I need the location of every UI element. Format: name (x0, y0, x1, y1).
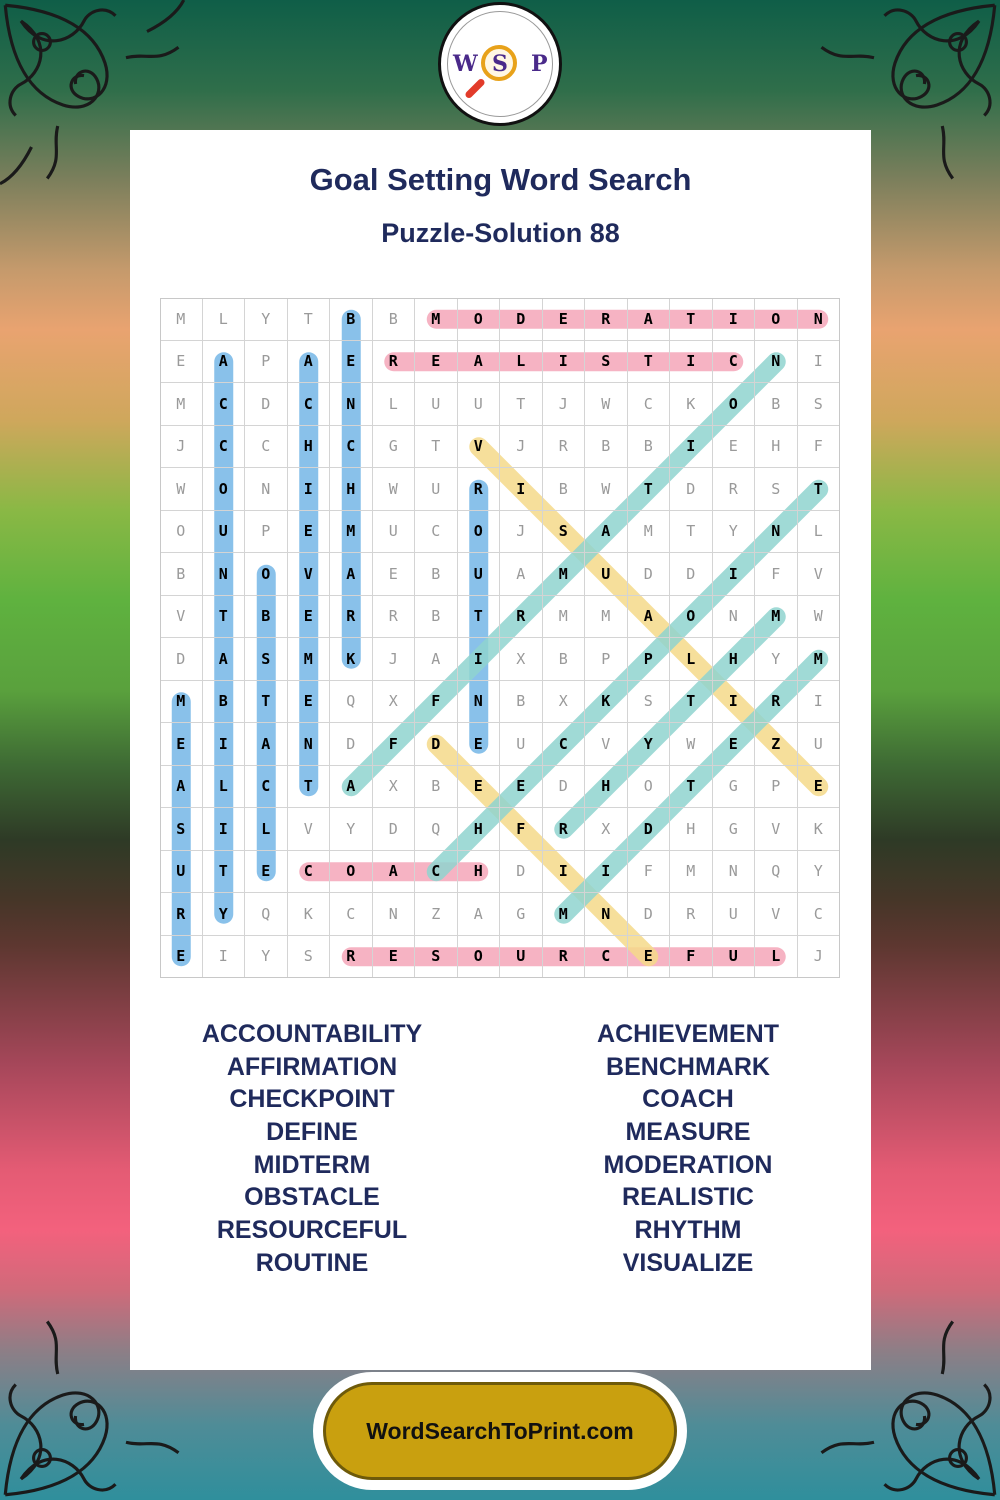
grid-cell[interactable]: R (500, 596, 543, 639)
grid-cell[interactable]: B (755, 383, 798, 426)
grid-cell[interactable]: L (798, 511, 841, 554)
grid-cell[interactable]: C (415, 511, 458, 554)
grid-cell[interactable]: D (628, 808, 671, 851)
grid-cell[interactable]: L (373, 383, 416, 426)
grid-cell[interactable]: W (160, 468, 203, 511)
grid-cell[interactable]: M (543, 893, 586, 936)
grid-cell[interactable]: Y (330, 808, 373, 851)
grid-cell[interactable]: A (330, 553, 373, 596)
grid-cell[interactable]: N (203, 553, 246, 596)
grid-cell[interactable]: X (373, 681, 416, 724)
grid-cell[interactable]: T (798, 468, 841, 511)
grid-cell[interactable]: I (585, 851, 628, 894)
grid-cell[interactable]: W (670, 723, 713, 766)
grid-cell[interactable]: E (415, 341, 458, 384)
word-list-item: ACCOUNTABILITY (201, 1020, 423, 1048)
grid-cell[interactable]: D (500, 851, 543, 894)
grid-cell[interactable]: Y (245, 298, 288, 341)
grid-cell[interactable]: C (713, 341, 756, 384)
grid-cell[interactable]: Y (628, 723, 671, 766)
grid-cell[interactable]: E (288, 681, 331, 724)
grid-cell[interactable]: M (288, 638, 331, 681)
grid-cell[interactable]: N (288, 723, 331, 766)
grid-cell[interactable]: W (585, 383, 628, 426)
grid-cell[interactable]: M (543, 596, 586, 639)
grid-cell[interactable]: H (458, 851, 501, 894)
grid-cell[interactable]: H (330, 468, 373, 511)
grid-cell[interactable]: E (288, 596, 331, 639)
grid-cell[interactable]: S (543, 511, 586, 554)
grid-cell[interactable]: E (373, 553, 416, 596)
grid-cell[interactable]: Y (798, 851, 841, 894)
grid-cell[interactable]: A (585, 511, 628, 554)
word-list-item: REALISTIC (622, 1183, 754, 1212)
grid-cell[interactable]: E (713, 723, 756, 766)
grid-cell[interactable]: I (670, 426, 713, 469)
page-subtitle: Puzzle-Solution 88 (381, 218, 620, 248)
grid-cell[interactable]: O (458, 511, 501, 554)
grid-cell[interactable]: E (160, 723, 203, 766)
grid-cell[interactable]: T (288, 298, 331, 341)
grid-cell[interactable]: U (500, 723, 543, 766)
word-list-left (152, 1018, 472, 1280)
grid-cell[interactable]: G (713, 766, 756, 809)
grid-cell[interactable]: B (373, 298, 416, 341)
grid-cell[interactable]: T (670, 681, 713, 724)
grid-cell[interactable]: D (670, 553, 713, 596)
grid-cell[interactable]: C (330, 426, 373, 469)
grid-cell[interactable]: V (160, 596, 203, 639)
grid-cell[interactable]: C (203, 426, 246, 469)
grid-cell[interactable]: S (628, 681, 671, 724)
grid-cell[interactable]: T (628, 341, 671, 384)
grid-cell[interactable]: C (288, 383, 331, 426)
grid-cell[interactable]: J (798, 936, 841, 979)
grid-cell[interactable]: A (500, 553, 543, 596)
grid-cell[interactable]: L (203, 298, 246, 341)
grid-cell[interactable]: T (203, 851, 246, 894)
grid-cell[interactable]: S (755, 468, 798, 511)
word-list-right (528, 1018, 848, 1280)
grid-cell[interactable]: R (373, 596, 416, 639)
grid-cell[interactable]: U (203, 511, 246, 554)
grid-cell[interactable]: Q (415, 808, 458, 851)
grid-cell[interactable]: A (628, 596, 671, 639)
grid-cell[interactable]: B (203, 681, 246, 724)
grid-cell[interactable]: X (500, 638, 543, 681)
grid-cell[interactable]: O (458, 298, 501, 341)
grid-cell[interactable]: M (585, 596, 628, 639)
grid-cell[interactable]: B (543, 468, 586, 511)
word-list-item: ACHIEVEMENT (597, 1020, 779, 1048)
grid-cell[interactable]: S (585, 341, 628, 384)
grid-cell[interactable]: I (500, 468, 543, 511)
grid-cell[interactable]: J (543, 383, 586, 426)
grid-cell[interactable]: N (798, 298, 841, 341)
grid-cell[interactable]: P (628, 638, 671, 681)
grid-cell[interactable]: I (713, 553, 756, 596)
grid-cell[interactable]: E (288, 511, 331, 554)
grid-cell[interactable]: A (628, 298, 671, 341)
grid-cell[interactable]: K (288, 893, 331, 936)
grid-cell[interactable]: V (755, 808, 798, 851)
grid-cell[interactable]: A (330, 766, 373, 809)
grid-cell[interactable]: T (288, 766, 331, 809)
grid-cell[interactable]: C (543, 723, 586, 766)
grid-cell[interactable]: G (713, 808, 756, 851)
grid-cell[interactable]: M (798, 638, 841, 681)
grid-cell[interactable]: Y (713, 511, 756, 554)
grid-cell[interactable]: B (500, 681, 543, 724)
grid-cell[interactable]: M (160, 298, 203, 341)
grid-cell[interactable]: X (543, 681, 586, 724)
grid-cell[interactable]: L (203, 766, 246, 809)
grid-cell[interactable]: Y (245, 936, 288, 979)
site-button[interactable] (313, 1372, 687, 1490)
grid-cell[interactable]: R (543, 936, 586, 979)
grid-cell[interactable]: B (160, 553, 203, 596)
grid-cell[interactable]: O (713, 383, 756, 426)
grid-cell[interactable]: Q (755, 851, 798, 894)
grid-cell[interactable]: W (373, 468, 416, 511)
grid-cell[interactable]: N (458, 681, 501, 724)
grid-cell[interactable]: I (288, 468, 331, 511)
grid-cell[interactable]: D (415, 723, 458, 766)
grid-cell[interactable]: U (585, 553, 628, 596)
grid-cell[interactable]: I (798, 341, 841, 384)
grid-cell[interactable]: D (500, 298, 543, 341)
grid-cell[interactable]: B (415, 553, 458, 596)
grid-cell[interactable]: Y (203, 893, 246, 936)
grid-cell[interactable]: S (160, 808, 203, 851)
grid-cell[interactable]: C (245, 426, 288, 469)
grid-cell[interactable]: E (713, 426, 756, 469)
word-list-item: RHYTHM (634, 1216, 742, 1245)
grid-cell[interactable]: U (160, 851, 203, 894)
grid-cell[interactable]: P (245, 341, 288, 384)
grid-cell[interactable]: R (543, 426, 586, 469)
grid-cell[interactable]: D (245, 383, 288, 426)
grid-cell[interactable]: A (203, 341, 246, 384)
word-list-item: RESOURCEFUL (216, 1216, 408, 1245)
grid-cell[interactable]: E (373, 936, 416, 979)
grid-cell[interactable]: V (755, 893, 798, 936)
grid-cell[interactable]: L (500, 341, 543, 384)
grid-cell[interactable]: I (798, 681, 841, 724)
grid-cell[interactable]: S (288, 936, 331, 979)
grid-cell[interactable]: V (585, 723, 628, 766)
grid-cell[interactable]: M (543, 553, 586, 596)
grid-cell[interactable]: N (713, 851, 756, 894)
grid-cell[interactable]: I (203, 808, 246, 851)
logo-letter-w: W (453, 51, 478, 77)
grid-cell[interactable]: T (628, 468, 671, 511)
grid-cell[interactable]: U (415, 468, 458, 511)
grid-cell[interactable]: A (458, 893, 501, 936)
grid-cell[interactable]: M (160, 681, 203, 724)
grid-cell[interactable]: R (755, 681, 798, 724)
grid-cell[interactable]: T (670, 298, 713, 341)
grid-cell[interactable]: N (755, 511, 798, 554)
grid-cell[interactable]: H (755, 426, 798, 469)
grid-cell[interactable]: V (458, 426, 501, 469)
grid-cell[interactable]: O (628, 766, 671, 809)
grid-cell[interactable]: S (798, 383, 841, 426)
grid-cell[interactable]: E (543, 298, 586, 341)
grid-cell[interactable]: U (713, 893, 756, 936)
grid-cell[interactable]: A (415, 638, 458, 681)
grid-cell[interactable]: T (415, 426, 458, 469)
grid-cell[interactable]: M (415, 298, 458, 341)
grid-cell[interactable]: R (458, 468, 501, 511)
grid-cell[interactable]: M (670, 851, 713, 894)
grid-cell[interactable]: D (543, 766, 586, 809)
grid-cell[interactable]: F (670, 936, 713, 979)
grid-cell[interactable]: A (288, 341, 331, 384)
grid-cell[interactable]: I (203, 936, 246, 979)
grid-cell[interactable]: E (330, 341, 373, 384)
grid-cell[interactable]: L (670, 638, 713, 681)
grid-cell[interactable]: K (330, 638, 373, 681)
grid-cell[interactable]: T (670, 766, 713, 809)
grid-cell[interactable]: E (628, 936, 671, 979)
grid-cell[interactable]: Q (330, 681, 373, 724)
logo-letter-p: P (531, 51, 548, 77)
grid-cell[interactable]: L (755, 936, 798, 979)
grid-cell[interactable]: B (543, 638, 586, 681)
grid-cell[interactable]: M (160, 383, 203, 426)
grid-cell[interactable]: H (713, 638, 756, 681)
grid-cell[interactable]: A (160, 766, 203, 809)
grid-cell[interactable]: T (670, 511, 713, 554)
grid-cell[interactable]: I (543, 851, 586, 894)
grid-cell[interactable]: O (755, 298, 798, 341)
grid-cell[interactable]: H (585, 766, 628, 809)
grid-cell[interactable]: R (330, 936, 373, 979)
grid-cell[interactable]: R (543, 808, 586, 851)
grid-cell[interactable]: Y (755, 638, 798, 681)
grid-cell[interactable]: D (628, 553, 671, 596)
grid-cell[interactable]: E (798, 766, 841, 809)
grid-cell[interactable]: P (585, 638, 628, 681)
grid-cell[interactable]: U (458, 553, 501, 596)
grid-cell[interactable]: J (500, 511, 543, 554)
grid-cell[interactable]: F (628, 851, 671, 894)
grid-cell[interactable]: E (245, 851, 288, 894)
grid-cell[interactable]: R (330, 596, 373, 639)
grid-cell[interactable]: R (373, 341, 416, 384)
grid-cell[interactable]: V (798, 553, 841, 596)
grid-cell[interactable]: E (458, 723, 501, 766)
word-list-item: MEASURE (625, 1118, 751, 1147)
word-list-item: MIDTERM (253, 1150, 371, 1179)
grid-cell[interactable]: O (458, 936, 501, 979)
grid-cell[interactable]: K (585, 681, 628, 724)
word-list-item: OBSTACLE (244, 1183, 380, 1212)
grid-cell[interactable]: I (670, 341, 713, 384)
grid-cell[interactable]: R (585, 298, 628, 341)
grid-cell[interactable]: F (798, 426, 841, 469)
grid-cell[interactable]: U (415, 383, 458, 426)
site-button-label: WordSearchToPrint.com (323, 1382, 677, 1480)
grid-cell[interactable]: B (585, 426, 628, 469)
grid-cell[interactable]: H (670, 808, 713, 851)
grid-cell[interactable]: U (373, 511, 416, 554)
grid-cell[interactable]: Z (755, 723, 798, 766)
grid-cell[interactable]: N (755, 341, 798, 384)
grid-cell[interactable]: X (585, 808, 628, 851)
grid-cell[interactable]: S (415, 936, 458, 979)
grid-cell[interactable]: N (373, 893, 416, 936)
grid-cell[interactable]: O (203, 468, 246, 511)
word-list-item: CHECKPOINT (229, 1085, 395, 1114)
word-search-grid (160, 298, 840, 978)
grid-cell[interactable]: J (500, 426, 543, 469)
grid-cell[interactable]: A (373, 851, 416, 894)
grid-cell[interactable]: I (458, 638, 501, 681)
grid-cell[interactable]: F (500, 808, 543, 851)
grid-cell[interactable]: E (500, 766, 543, 809)
grid-cell[interactable]: D (670, 468, 713, 511)
grid-cell[interactable]: T (500, 383, 543, 426)
grid-cell[interactable]: C (628, 383, 671, 426)
grid-cell[interactable]: U (798, 723, 841, 766)
grid-cell[interactable]: M (755, 596, 798, 639)
grid-cell[interactable]: B (330, 298, 373, 341)
word-list-item: DEFINE (266, 1118, 358, 1147)
grid-cell[interactable]: B (245, 596, 288, 639)
grid-cell[interactable]: R (160, 893, 203, 936)
letter-grid (160, 298, 840, 978)
grid-cell[interactable]: F (373, 723, 416, 766)
word-list-item: COACH (642, 1085, 734, 1114)
word-list-item: MODERATION (603, 1150, 773, 1179)
grid-cell[interactable]: C (585, 936, 628, 979)
grid-cell[interactable]: I (713, 681, 756, 724)
grid-cell[interactable]: F (415, 681, 458, 724)
grid-cell[interactable]: U (458, 383, 501, 426)
word-list-item: VISUALIZE (622, 1248, 754, 1277)
grid-cell[interactable]: H (288, 426, 331, 469)
grid-cell[interactable]: U (713, 936, 756, 979)
grid-cell[interactable]: V (288, 808, 331, 851)
grid-cell[interactable]: S (245, 638, 288, 681)
grid-cell[interactable]: T (245, 681, 288, 724)
grid-cell[interactable]: G (373, 426, 416, 469)
grid-cell[interactable]: O (160, 511, 203, 554)
grid-cell[interactable]: D (373, 808, 416, 851)
grid-cell[interactable]: C (288, 851, 331, 894)
grid-cell[interactable]: F (755, 553, 798, 596)
grid-cell[interactable]: B (415, 766, 458, 809)
grid-cell[interactable]: X (373, 766, 416, 809)
grid-cell[interactable]: K (798, 808, 841, 851)
grid-cell[interactable]: C (798, 893, 841, 936)
grid-cell[interactable]: N (585, 893, 628, 936)
grid-cell[interactable]: C (330, 893, 373, 936)
word-list-item: BENCHMARK (606, 1052, 770, 1081)
grid-cell[interactable]: I (203, 723, 246, 766)
word-list-item: AFFIRMATION (226, 1052, 398, 1081)
grid-cell[interactable]: G (500, 893, 543, 936)
grid-cell[interactable]: A (245, 723, 288, 766)
grid-cell[interactable]: O (245, 553, 288, 596)
grid-cell[interactable]: R (713, 468, 756, 511)
grid-cell[interactable]: D (160, 638, 203, 681)
grid-cell[interactable]: B (628, 426, 671, 469)
grid-cell[interactable]: D (330, 723, 373, 766)
grid-cell[interactable]: E (160, 936, 203, 979)
grid-cell[interactable]: C (415, 851, 458, 894)
grid-cell[interactable]: N (330, 383, 373, 426)
grid-cell[interactable]: M (628, 511, 671, 554)
grid-cell[interactable]: T (458, 596, 501, 639)
grid-cell[interactable]: C (203, 383, 246, 426)
grid-cell[interactable]: B (415, 596, 458, 639)
word-list-item: ROUTINE (255, 1248, 369, 1277)
grid-cell[interactable]: N (245, 468, 288, 511)
grid-cell[interactable]: A (203, 638, 246, 681)
grid-cell[interactable]: U (500, 936, 543, 979)
grid-cell[interactable]: W (798, 596, 841, 639)
grid-cell[interactable]: C (245, 766, 288, 809)
grid-cell[interactable]: Q (245, 893, 288, 936)
grid-cell[interactable]: E (458, 766, 501, 809)
grid-cell[interactable]: R (670, 893, 713, 936)
grid-cell[interactable]: L (245, 808, 288, 851)
grid-cell[interactable]: I (713, 298, 756, 341)
wsp-logo[interactable] (438, 2, 562, 126)
grid-cell[interactable]: A (458, 341, 501, 384)
grid-cell[interactable]: W (585, 468, 628, 511)
grid-cell[interactable]: J (160, 426, 203, 469)
grid-cell[interactable]: V (288, 553, 331, 596)
grid-cell[interactable]: P (755, 766, 798, 809)
grid-cell[interactable]: H (458, 808, 501, 851)
grid-cell[interactable]: P (245, 511, 288, 554)
grid-cell[interactable]: K (670, 383, 713, 426)
grid-cell[interactable]: O (330, 851, 373, 894)
grid-cell[interactable]: O (670, 596, 713, 639)
page-title: Goal Setting Word Search (309, 162, 692, 197)
grid-cell[interactable]: T (203, 596, 246, 639)
grid-cell[interactable]: I (543, 341, 586, 384)
grid-cell[interactable]: N (713, 596, 756, 639)
logo-letter-s: S (492, 51, 508, 77)
grid-cell[interactable]: M (330, 511, 373, 554)
grid-cell[interactable]: J (373, 638, 416, 681)
grid-cell[interactable]: Z (415, 893, 458, 936)
grid-cell[interactable]: D (628, 893, 671, 936)
grid-cell[interactable]: E (160, 341, 203, 384)
